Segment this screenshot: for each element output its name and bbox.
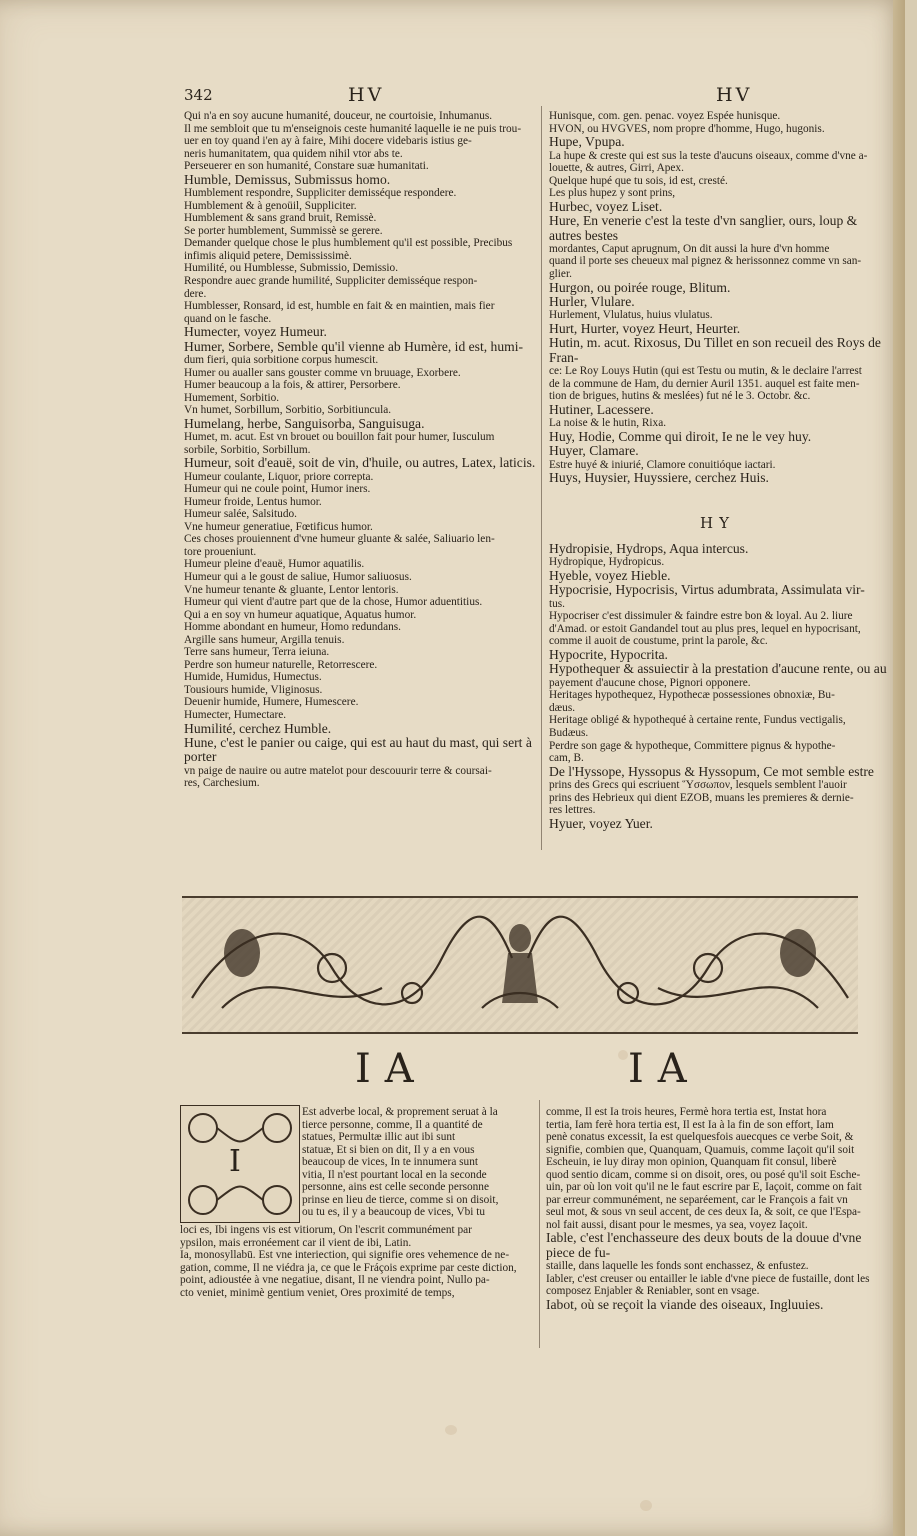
entry-line: Humide, Humidus, Humectus. [184,671,322,684]
entry-line: Humeur pleine d'eauë, Humor aquatilis. [184,558,365,571]
headword-line: Huyer, Clamare. [549,443,639,459]
entry-line: prins des Grecs qui escriuent Ὕσσωπον, lesquels semblent l'auoir [549,779,847,791]
headword-line: Hune, c'est le panier ou caige, qui est au haut du mast, qui sert à porter [184,734,532,765]
entry-line: tus. [549,597,566,610]
entry-line: prinse en lieu de tierce, comme si on disoit, [302,1193,499,1206]
entry-line: point, adioustée à vne negatiue, disant, Il ne viendra point, Nullo pa- [180,1274,490,1287]
headword-line: Hypocrisie, Hypocrisis, Virtus adumbrata, Assimulata vir- [549,582,865,598]
entry-line: Se porter humblement, Summissè se gerere. [184,224,383,237]
headword-line: Humelang, herbe, Sanguisorba, Sanguisuga. [184,415,425,431]
entry-line: Humer ou aualler sans gouster comme vn bruuage, Exorbere. [184,366,461,379]
entry-line: Estre huyé & iniurié, Clamore conuitióque iactari. [549,458,776,471]
entry-line: Humeur qui ne coule point, Humor iners. [184,483,371,496]
entry-line: infimis aliquid petere, Demississimè. [184,249,352,262]
headword-line: De l'Hyssope, Hyssopus & Hyssopum, Ce mot semble estre [549,763,874,779]
right-column-hv [549,110,889,485]
adjacent-page-edge [893,0,905,1536]
entry-line: Hypocriser c'est dissimuler & faindre estre bon & loyal. Au 2. liure [549,610,853,623]
entry-line: mordantes, Caput aprugnum, On dit aussi la hure d'vn homme [549,242,830,255]
entry-line: Humilité, ou Humblesse, Submissio, Demissio. [184,262,399,275]
entry-line: quand il porte ses cheueux mal pignez & herissonnez comme vn san- [549,255,862,268]
ia-right-column [546,1106,890,1312]
entry-line: dæus. [549,701,576,714]
headword-line: Huy, Hodie, Comme qui diroit, Ie ne le vey huy. [549,428,812,444]
page-number: 342 [184,86,213,104]
entry-line: Homme abondant en humeur, Homo redundans. [184,621,401,634]
entry-line: Humeur salée, Salsitudo. [184,508,297,521]
entry-line: d'Amad. or estoit Gandandel tout au plus pres, lequel en hypocrisant, [549,622,861,635]
entry-line: Humblement & à genoüil, Suppliciter. [184,199,357,212]
entry-line: neris humanitatem, qua quidem nihil vtor abs te. [184,147,403,160]
entry-line: composez Enjabler & Reniabler, sont en vsage. [546,1285,760,1298]
entry-line: Perdre son gage & hypotheque, Committere pignus & hypothe- [549,739,836,752]
entry-line: uer en toy quand i'en ay à faire, Mihi docere videbaris istius ge- [184,135,472,148]
entry-line: uin, par où lon voit qu'il ne le faut escrire par E, Iaçoit, comme on fait [546,1181,862,1194]
entry-line: cto veniet, minimè gentium veniet, Ores proximité de temps, [180,1286,455,1299]
headword-line: Hupe, Vpupa. [549,134,625,150]
entry-line: payement d'aucune chose, Pignori opponere. [549,676,751,689]
entry-line: tion de brigues, hutins & meslées) fut né le 3. Octobr. &c. [549,390,811,403]
entry-line: Escheuin, ie luy diray mon opinion, Quanquam fit consul, liberè [546,1156,837,1169]
entry-line: sorbile, Sorbitio, Sorbillum. [184,443,311,456]
decorated-initial [180,1105,300,1223]
entry-line: Humement, Sorbitio. [184,391,280,404]
entry-line: comme, Il est Ia trois heures, Fermè hora tertia est, Instat hora [546,1106,827,1118]
entry-line: Humeur froide, Lentus humor. [184,495,322,508]
headword-line: Hutiner, Lacessere. [549,401,654,417]
headword-line: Hurt, Hurter, voyez Heurt, Heurter. [549,320,741,336]
initial-letter: I [229,1144,241,1179]
entry-line: Quelque hupé que tu sois, id est, cresté. [549,174,728,187]
entry-line: Heritages hypothequez, Hypothecæ possessiones obnoxiæ, Bu- [549,689,835,702]
ia-left-column-top [302,1106,534,1219]
entry-line: Tousiours humide, Vliginosus. [184,683,323,696]
column-rule [541,106,542,850]
foxing-spot [445,1425,457,1435]
entry-line: Est adverbe local, & proprement seruat à la [302,1106,498,1118]
entry-line: Iabler, c'est creuser ou entailler le iable d'vne piece de fustaille, dont les [546,1272,870,1285]
headword-line: Hurler, Vlulare. [549,293,635,309]
entry-line: tertia, Iam ferè hora tertia est, Il est Ia à la fin de son effort, Iam [546,1118,834,1131]
entry-line: Perdre son humeur naturelle, Retorrescere. [184,658,378,671]
entry-line: vitia, Il n'est pourtant local en la seconde [302,1168,487,1181]
right-column-hy [549,542,889,831]
entry-line: Humblement respondre, Suppliciter demisséque respondere. [184,187,457,200]
entry-line: de la commune de Ham, du dernier Auril 1351. auquel est faite men- [549,377,860,390]
entry-line: Vne humeur generatiue, Fœtificus humor. [184,520,373,533]
running-header-left: HV [348,84,385,106]
column-rule [539,1100,540,1348]
entry-line: prins des Hebrieux qui dient EZOB, muans les premieres & dernie- [549,791,854,804]
headword-line: Humer, Sorbere, Semble qu'il vienne ab Humère, id est, humi- [184,338,524,354]
entry-line: tore proueniunt. [184,545,257,558]
entry-line: ypsilon, mais erronéement car il vient de ibi, Latin. [180,1236,412,1249]
entry-line: Humer beaucoup a la fois, & attirer, Persorbere. [184,379,401,392]
headword-line: Humeur, soit d'eauë, soit de vin, d'huile, ou autres, Latex, laticis. [184,455,536,471]
entry-line: res, Carchesium. [184,777,260,790]
section-header-hy: HY [700,514,735,532]
entry-line: La noise & le hutin, Rixa. [549,417,667,430]
entry-line: res lettres. [549,804,596,817]
entry-line: signifie, combien que, Quanquam, Quamuis, comme Iaçoit qu'il soit [546,1143,855,1156]
entry-line: statuæ, Et si bien on dit, Il y a en vous [302,1143,475,1156]
entry-line: ce: Le Roy Louys Hutin (qui est Testu ou mutin, & le declaire l'arrest [549,365,862,378]
entry-line: dum fieri, quia sorbitione corpus humescit. [184,353,379,366]
headword-line: Iabot, où se reçoit la viande des oiseaux, Ingluuies. [546,1296,824,1312]
headword-line: Hurbec, voyez Liset. [549,198,663,214]
headword-line: Iable, c'est l'enchasseure des deux bouts de la douue d'vne piece de fu- [546,1230,862,1260]
entry-line: tierce personne, comme, Il a quantité de [302,1118,483,1131]
headword-line: Hypothequer & assuiectir à la prestation d'aucune rente, ou au [549,661,887,677]
entry-line: vn paige de nauire ou autre matelot pour descouurir terre & coursai- [184,764,492,777]
entry-line: statues, Permultæ illic aut ibi sunt [302,1131,456,1144]
entry-line: Ces choses prouiennent d'vne humeur gluante & salée, Saliuario len- [184,533,495,546]
entry-line: Terre sans humeur, Terra ieiuna. [184,646,330,659]
headword-line: Hutin, m. acut. Rixosus, Du Tillet en son recueil des Roys de Fran- [549,335,881,365]
entry-line: Il me sembloit que tu m'enseignois ceste humanité laquelle ie ne puis trou- [184,122,522,135]
entry-line: seul mot, & sous vn seul accent, de ces deux Ia, & soit, ce que l'Espa- [546,1206,861,1219]
ornamental-headpiece [182,896,858,1034]
entry-line: Qui a en soy vn humeur aquatique, Aquatus humor. [184,608,417,621]
entry-line: quod sentio dicam, comme si on disoit, ores, ou posé qu'il soit Esche- [546,1168,861,1181]
headword-line: Hydropisie, Hydrops, Aqua intercus. [549,541,749,556]
entry-line: Humeur qui vient d'autre part que de la chose, Humor aduentitius. [184,596,483,609]
headword-line: Hyuer, voyez Yuer. [549,815,653,831]
headword-line: Humble, Demissus, Submissus homo. [184,171,391,187]
entry-line: Hunisque, com. gen. penac. voyez Espée hunisque. [549,110,781,122]
entry-line: Argille sans humeur, Argilla tenuis. [184,633,345,646]
entry-line: louette, & autres, Girri, Apex. [549,162,684,175]
entry-line: Hurlement, Vlulatus, huius vlulatus. [549,309,713,322]
foxing-spot [640,1500,652,1511]
entry-line: Respondre auec grande humilité, Suppliciter demisséque respon- [184,274,478,287]
entry-line: Deuenir humide, Humere, Humescere. [184,696,359,709]
headword-line: Hurgon, ou poirée rouge, Blitum. [549,279,731,295]
entry-line: nol fait aussi, disant pour le mesmes, ya sea, voyez Iaçoit. [546,1218,808,1231]
entry-line: gation, comme, Il ne viédra ja, ce que le Fráçois exprime par ceste diction, [180,1261,517,1274]
entry-line: beaucoup de vices, In te innumera sunt [302,1156,478,1169]
entry-line: glier. [549,268,572,280]
entry-line: Qui n'a en soy aucune humanité, douceur, ne courtoisie, Inhumanus. [184,110,493,122]
ia-left-column-bottom [180,1224,534,1299]
entry-line: Perseuerer en son humanité, Constare suæ humanitati. [184,160,429,173]
headword-line: Hyeble, voyez Hieble. [549,567,671,583]
entry-line: dere. [184,287,207,300]
entry-line: comme il auoit de coustume, print la parole, &c. [549,635,768,648]
entry-line: Budæus. [549,726,589,739]
entry-line: par erreur communément, ne separéement, car le François a fait vn [546,1193,848,1206]
entry-line: Humblement & sans grand bruit, Remissè. [184,212,377,225]
entry-line: Humblesser, Ronsard, id est, humble en fait & en maintien, mais fier [184,300,495,313]
entry-line: ou tu es, il y a beaucoup de vices, Vbi tu [302,1206,486,1219]
entry-line: Vn humet, Sorbillum, Sorbitio, Sorbitiuncula. [184,404,392,417]
entry-line: Hydropique, Hydropicus. [549,556,665,569]
section-title-right: IA [628,1046,701,1092]
foxing-spot [618,1050,628,1060]
entry-line: HVON, ou HVGVES, nom propre d'homme, Hugo, hugonis. [549,122,825,135]
section-title-left: IA [355,1046,428,1092]
headword-line: Hypocrite, Hypocrita. [549,646,668,662]
headword-line: Huys, Huysier, Huyssiere, cerchez Huis. [549,470,769,486]
left-column [184,110,536,790]
entry-line: Demander quelque chose le plus humblement qu'il est possible, Precibus [184,237,513,250]
entry-line: cam, B. [549,752,584,765]
entry-line: loci es, Ibi ingens vis est vitiorum, On l'escrit communément par [180,1224,472,1236]
entry-line: Humet, m. acut. Est vn brouet ou bouillon fait pour humer, Iusculum [184,431,495,444]
entry-line: Vne humeur tenante & gluante, Lentor lentoris. [184,583,399,596]
ornament-scrollwork-icon [182,898,858,1028]
entry-line: Humeur qui a le goust de saliue, Humor saliuosus. [184,570,412,583]
headword-line: Humilité, cerchez Humble. [184,720,332,736]
entry-line: quand on le fasche. [184,312,272,325]
headword-line: Humecter, voyez Humeur. [184,324,327,340]
entry-line: La hupe & creste qui est sus la teste d'aucuns oiseaux, comme d'vne a- [549,149,868,162]
entry-line: Humeur coulante, Liquor, priore correpta. [184,470,374,483]
entry-line: penè conatus excessit, Ia est quelquesfois auecques ce verbe Soit, & [546,1131,854,1144]
running-header-right: HV [716,84,753,106]
headword-line: Hure, En venerie c'est la teste d'vn sanglier, ours, loup & autres bestes [549,213,858,243]
entry-line: staille, dans laquelle les fonds sont enchassez, & enfustez. [546,1260,809,1273]
entry-line: Ia, monosyllabū. Est vne interiection, qui signifie ores vehemence de ne- [180,1249,510,1262]
entry-line: Humecter, Humectare. [184,709,287,721]
entry-line: Les plus hupez y sont prins, [549,187,676,200]
entry-line: Heritage obligé & hypothequé à certaine rente, Fundus vectigalis, [549,714,846,727]
entry-line: personne, ains est celle seconde personne [302,1181,489,1194]
